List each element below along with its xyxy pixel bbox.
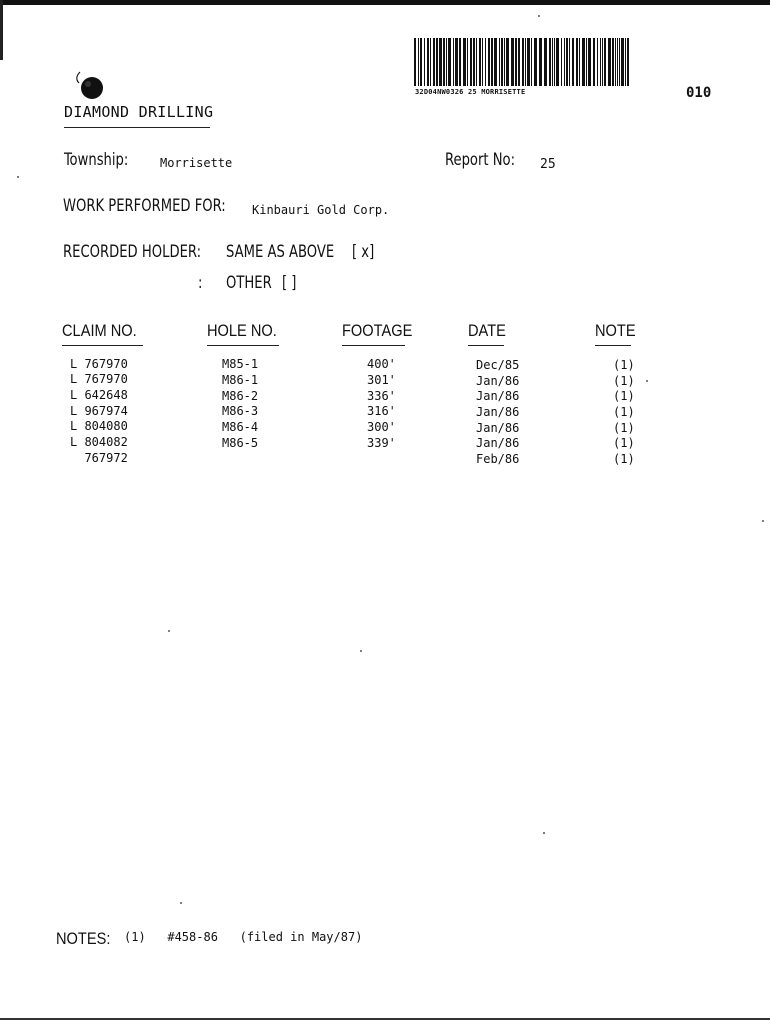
hole-cell: M86-1	[222, 373, 259, 387]
holder-same-checkbox: [ x]	[352, 242, 375, 262]
note-cell: (1)	[613, 374, 635, 388]
barcode-bar	[506, 38, 509, 86]
holder-colon: :	[198, 273, 203, 293]
claim-cell: L 804080	[70, 419, 128, 433]
barcode-bar	[569, 38, 570, 86]
barcode-bar	[566, 38, 568, 86]
barcode-bar	[600, 38, 601, 86]
barcode-bar	[556, 38, 559, 86]
barcode-bar	[443, 38, 445, 86]
barcode-bar	[552, 38, 553, 86]
claim-cell: L 767970	[70, 372, 128, 386]
note-cell: (1)	[613, 358, 635, 372]
barcode-bar	[439, 38, 442, 86]
barcode-bar	[485, 38, 486, 86]
barcode-bar	[446, 38, 447, 86]
scan-speck	[646, 380, 648, 382]
barcode-bar	[515, 38, 517, 86]
claim-cell: L 767970	[70, 357, 128, 371]
notes-label: NOTES:	[56, 929, 111, 948]
scan-speck	[168, 630, 170, 632]
barcode-bar	[593, 38, 595, 86]
column-header-claim: CLAIM NO.	[62, 321, 137, 340]
barcode-bar	[518, 38, 520, 86]
barcode-bar	[499, 38, 500, 86]
brand-name: DIAMOND DRILLING	[64, 103, 214, 121]
barcode-bar	[414, 38, 416, 86]
note-cell: (1)	[613, 452, 635, 466]
barcode-bar	[544, 38, 547, 86]
hole-cell: M86-5	[222, 436, 259, 450]
barcode-bar	[488, 38, 490, 86]
column-rule-claim	[62, 345, 143, 346]
report-number-label: Report No:	[445, 150, 516, 170]
note-cell: (1)	[613, 405, 635, 419]
barcode-bar	[427, 38, 429, 86]
claim-cell: L 642648	[70, 388, 128, 402]
notes-text: (1) #458-86 (filed in May/87)	[124, 930, 363, 944]
claim-cell: L 967974	[70, 404, 128, 418]
column-header-hole: HOLE NO.	[207, 321, 277, 340]
date-cell: Jan/86	[476, 374, 520, 388]
scan-edge-left	[0, 0, 3, 60]
barcode-bar	[418, 38, 419, 86]
barcode-bar	[463, 38, 466, 86]
holder-other-checkbox: [ ]	[282, 273, 297, 293]
barcode-bar	[491, 38, 493, 86]
column-rule-hole	[207, 345, 279, 346]
date-cell: Jan/86	[476, 405, 520, 419]
barcode-bar	[504, 38, 505, 86]
recorded-holder-label: RECORDED HOLDER:	[63, 242, 202, 262]
barcode-bar	[564, 38, 565, 86]
township-value: Morrisette	[160, 156, 233, 170]
hole-cell: M85-1	[222, 357, 259, 371]
barcode-bar	[627, 38, 629, 86]
claim-cell: L 804082	[70, 435, 128, 449]
note-cell: (1)	[613, 436, 635, 450]
barcode-bar	[459, 38, 461, 86]
barcode-bar	[470, 38, 472, 86]
barcode-bar	[455, 38, 458, 86]
barcode-bar	[561, 38, 562, 86]
barcode-bar	[608, 38, 611, 86]
barcode-bar	[511, 38, 514, 86]
barcode-bar	[522, 38, 524, 86]
claim-cell: 767972	[70, 451, 128, 465]
barcode-bar	[534, 38, 537, 86]
column-header-date: DATE	[468, 321, 506, 340]
date-cell: Jan/86	[476, 436, 520, 450]
page-code: 010	[686, 85, 712, 101]
column-header-note: NOTE	[595, 321, 636, 340]
barcode-bar	[494, 38, 497, 86]
scan-speck	[762, 520, 764, 522]
note-cell: (1)	[613, 389, 635, 403]
barcode-bar	[482, 38, 483, 86]
barcode-bar	[602, 38, 603, 86]
brand-underline	[64, 127, 210, 128]
barcode-bar	[549, 38, 551, 86]
hole-cell: M86-3	[222, 404, 259, 418]
column-rule-date	[468, 345, 504, 346]
township-label: Township:	[64, 150, 129, 170]
barcode-label: 32D04NW0326 25 MORRISETTE	[415, 88, 526, 96]
holder-same-option: SAME AS ABOVE	[226, 242, 335, 262]
barcode-bar	[625, 38, 626, 86]
holder-other-option: OTHER	[226, 273, 272, 293]
note-cell: (1)	[613, 421, 635, 435]
column-rule-note	[595, 345, 631, 346]
barcode-bar	[612, 38, 614, 86]
footage-cell: 339'	[367, 436, 396, 450]
barcode-bar	[539, 38, 542, 86]
barcode-bar	[453, 38, 454, 86]
barcode-bar	[588, 38, 591, 86]
hole-cell: M86-2	[222, 389, 259, 403]
barcode-bar	[420, 38, 422, 86]
hole-cell: M86-4	[222, 420, 259, 434]
footage-cell: 301'	[367, 373, 396, 387]
barcode-bar	[479, 38, 481, 86]
scan-speck	[180, 902, 182, 904]
barcode-bar	[619, 38, 620, 86]
barcode-bar	[579, 38, 580, 86]
barcode-icon	[414, 38, 630, 86]
barcode-bar	[473, 38, 475, 86]
date-cell: Jan/86	[476, 421, 520, 435]
barcode-bar	[525, 38, 526, 86]
scan-edge-top	[0, 0, 770, 5]
barcode-bar	[572, 38, 574, 86]
barcode-bar	[436, 38, 438, 86]
barcode-bar	[621, 38, 624, 86]
barcode-bar	[476, 38, 477, 86]
report-number-value: 25	[540, 157, 556, 172]
scan-speck	[360, 650, 362, 652]
barcode-bar	[576, 38, 578, 86]
work-performed-label: WORK PERFORMED FOR:	[63, 196, 226, 216]
scan-speck	[538, 15, 540, 17]
barcode-bar	[433, 38, 435, 86]
barcode-bar	[501, 38, 503, 86]
barcode-bar	[582, 38, 585, 86]
barcode-bar	[430, 38, 431, 86]
barcode-bar	[467, 38, 468, 86]
scan-edge-bottom	[0, 1018, 770, 1020]
footage-cell: 336'	[367, 389, 396, 403]
date-cell: Feb/86	[476, 452, 520, 466]
barcode-bar	[527, 38, 530, 86]
barcode-bar	[597, 38, 598, 86]
date-cell: Jan/86	[476, 389, 520, 403]
barcode-bar	[554, 38, 555, 86]
date-cell: Dec/85	[476, 358, 520, 372]
footage-cell: 400'	[367, 357, 396, 371]
barcode-bar	[615, 38, 616, 86]
scan-speck	[17, 176, 19, 178]
barcode-bar	[531, 38, 532, 86]
footage-cell: 300'	[367, 420, 396, 434]
barcode-bar	[586, 38, 587, 86]
footage-cell: 316'	[367, 404, 396, 418]
work-performed-value: Kinbauri Gold Corp.	[252, 203, 390, 217]
column-rule-footage	[342, 345, 405, 346]
scan-speck	[543, 832, 545, 834]
barcode-bar	[448, 38, 451, 86]
barcode-bar	[424, 38, 425, 86]
drill-logo-icon	[74, 68, 108, 102]
barcode-bar	[604, 38, 606, 86]
barcode-bar	[617, 38, 618, 86]
column-header-footage: FOOTAGE	[342, 321, 413, 340]
